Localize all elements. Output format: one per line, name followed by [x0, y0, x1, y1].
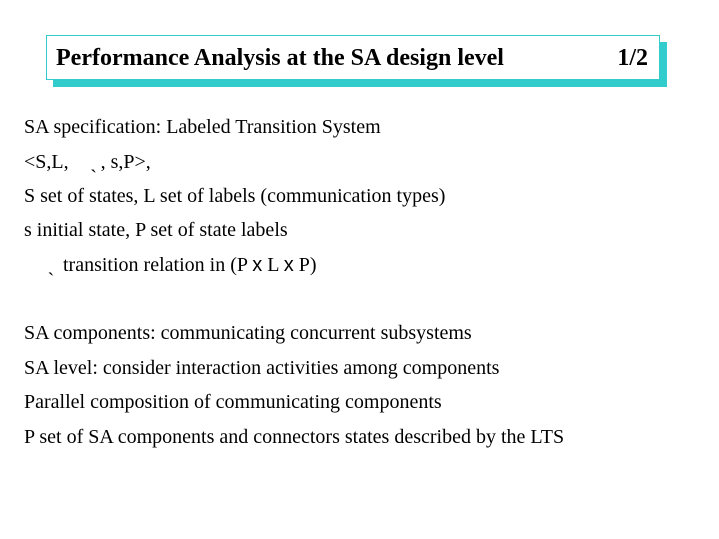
- body-line-6: SA components: communicating concurrent subsystems: [24, 322, 472, 344]
- title-box: [46, 35, 660, 80]
- relation-text-1: transition relation in (P: [58, 254, 253, 276]
- body-line-8: Parallel composition of communicating components: [24, 391, 442, 413]
- relation-text-3: P): [293, 254, 317, 276]
- transition-symbol-icon: ˎ: [47, 254, 55, 276]
- cross-product-2: x: [283, 254, 294, 276]
- body-line-4: s initial state, P set of state labels: [24, 219, 288, 241]
- body-line-9: P set of SA components and connectors states described by the LTS: [24, 426, 565, 448]
- body-line-7: SA level: consider interaction activities among components: [24, 357, 500, 379]
- tuple-open: <S,L,: [24, 151, 69, 173]
- cross-product-1: x: [252, 254, 263, 276]
- slide-title: Performance Analysis at the SA design level: [56, 45, 504, 71]
- body-line-2: [24, 150, 151, 174]
- body-line-3: S set of states, L set of labels (communication types): [24, 185, 446, 207]
- transition-symbol-icon: ˎ: [90, 151, 97, 173]
- tuple-close: , s,P>,: [100, 151, 151, 173]
- relation-text-2: L: [262, 254, 284, 276]
- body-line-1: SA specification: Labeled Transition System: [24, 116, 381, 138]
- page-indicator: 1/2: [617, 45, 648, 71]
- body-line-5: [24, 253, 317, 277]
